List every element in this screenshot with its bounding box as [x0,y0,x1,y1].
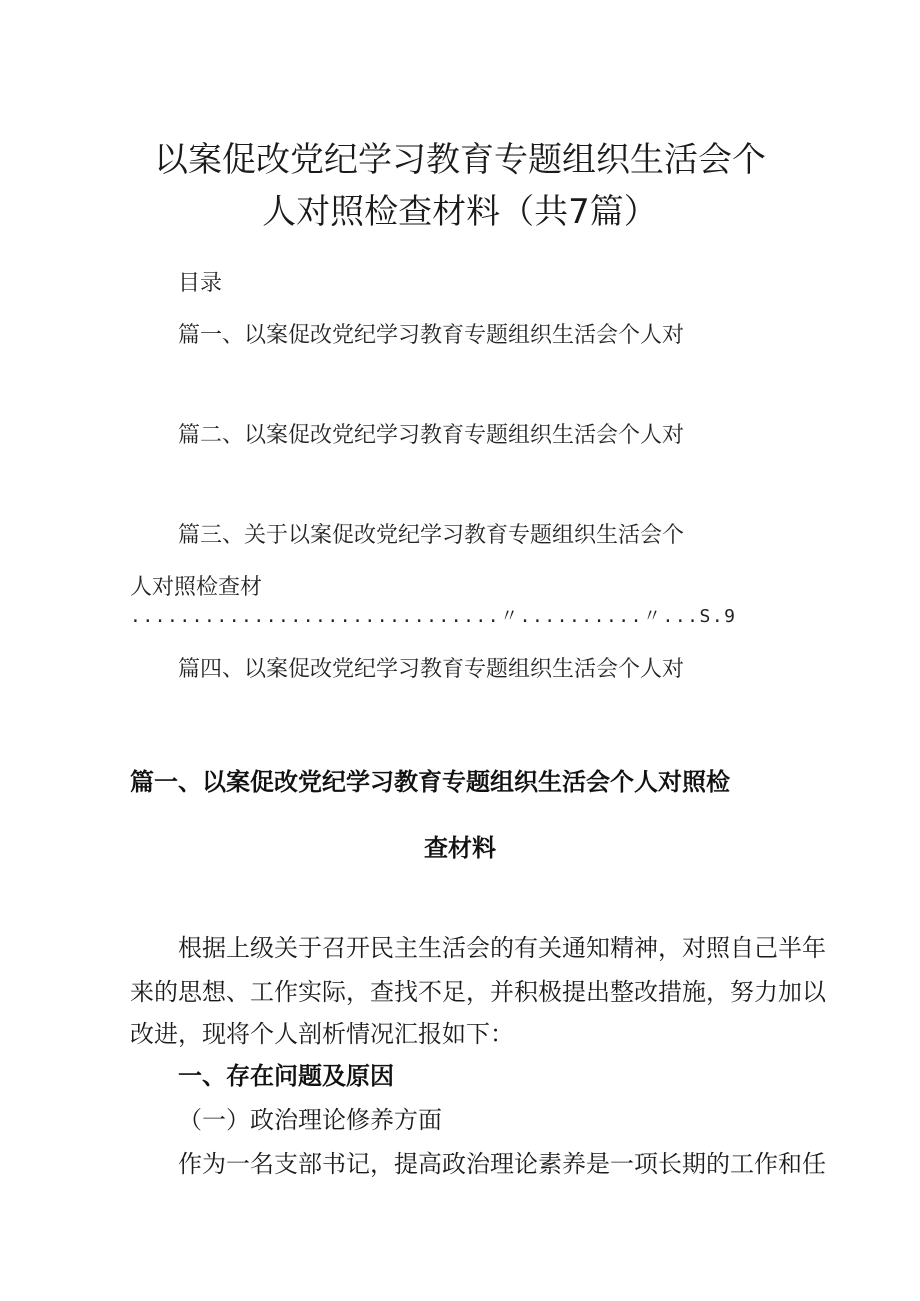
section-heading-line-2: 查材料 [424,834,496,862]
toc-item-3-leader-page: ..............................〃..........〃...S.9 [130,606,737,627]
toc-heading: 目录 [178,271,223,296]
paragraph-1-line-3: 改进，现将个人剖析情况汇报如下： [130,1020,514,1048]
toc-item-3[interactable]: 篇三、关于以案促改党纪学习教育专题组织生活会个 [178,523,685,548]
section-heading-line-1: 篇一、以案促改党纪学习教育专题组织生活会个人对照检 [130,768,730,796]
document-title-line-1: 以案促改党纪学习教育专题组织生活会个 [154,140,766,180]
toc-item-2[interactable]: 篇二、以案促改党纪学习教育专题组织生活会个人对 [178,423,685,448]
document-title-line-2: 人对照检查材料（共7篇） [262,192,658,232]
paragraph-1-line-2: 来的思想、工作实际，查找不足，并积极提出整改措施，努力加以 [130,978,826,1006]
paragraph-1-line-1: 根据上级关于召开民主生活会的有关通知精神，对照自己半年 [178,934,826,962]
toc-item-4[interactable]: 篇四、以案促改党纪学习教育专题组织生活会个人对 [178,657,685,682]
subsubheading-political-theory: （一）政治理论修养方面 [178,1106,442,1134]
paragraph-2-line-1: 作为一名支部书记，提高政治理论素养是一项长期的工作和任 [178,1150,826,1178]
toc-item-3-continuation: 人对照检查材 [130,575,263,600]
toc-item-1[interactable]: 篇一、以案促改党纪学习教育专题组织生活会个人对 [178,323,685,348]
subheading-problems-causes: 一、存在问题及原因 [178,1062,394,1090]
